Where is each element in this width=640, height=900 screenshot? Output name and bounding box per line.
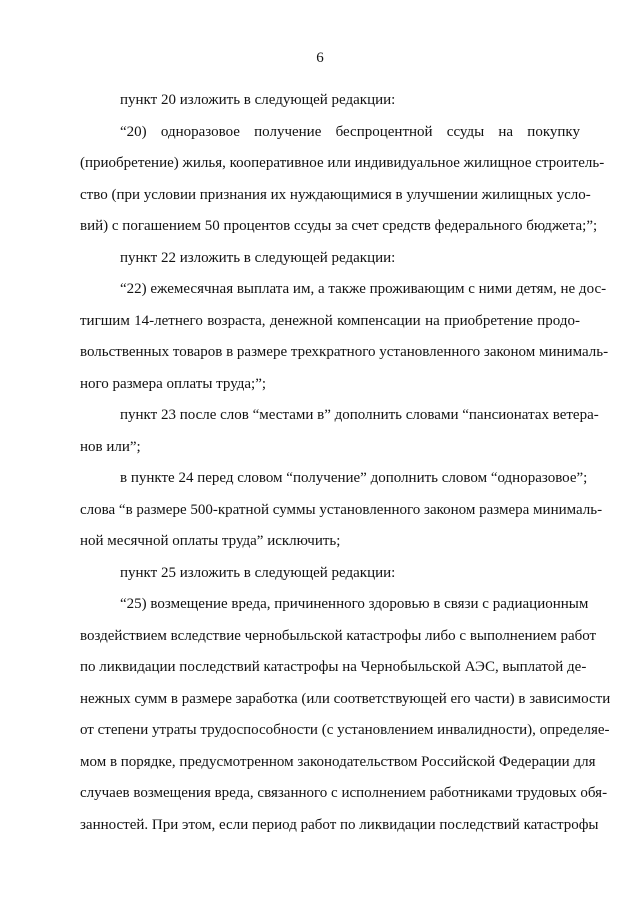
paragraph-line: занностей. При этом, если период работ по ликвидации последствий катастрофы (80, 817, 599, 833)
paragraph-line: пункт 22 изложить в следующей редакции: (120, 250, 396, 266)
paragraph-line: от степени утраты трудоспособности (с установлением инвалидности), определяе- (80, 722, 610, 738)
paragraph-line: ство (при условии признания их нуждающимися в улучшении жилищных усло- (80, 187, 591, 203)
paragraph-line: (приобретение) жилья, кооперативное или индивидуальное жилищное строитель- (80, 155, 605, 171)
paragraph-line: тигшим 14-летнего возраста, денежной компенсации на приобретение продо- (80, 313, 580, 329)
paragraph-line: ной месячной оплаты труда” исключить; (80, 533, 341, 549)
paragraph-line: нежных сумм в размере заработка (или соответствующей его части) в зависимости (80, 691, 611, 707)
paragraph-line: пункт 20 изложить в следующей редакции: (120, 92, 396, 108)
paragraph-line: вольственных товаров в размере трехкратного установленного законом минималь- (80, 344, 609, 360)
paragraph-line: мом в порядке, предусмотренном законодательством Российской Федерации для (80, 754, 596, 770)
paragraph-line: “20) одноразовое получение беспроцентной ссуды на покупку (120, 124, 580, 140)
paragraph-line: по ликвидации последствий катастрофы на Чернобыльской АЭС, выплатой де- (80, 659, 587, 675)
paragraph-line: нов или”; (80, 439, 141, 455)
paragraph-line: “22) ежемесячная выплата им, а также проживающим с ними детям, не дос- (120, 281, 607, 297)
paragraph-line: случаев возмещения вреда, связанного с исполнением работниками трудовых обя- (80, 785, 608, 801)
paragraph-line: слова “в размере 500-кратной суммы установленного законом размера минималь- (80, 502, 603, 518)
paragraph-line: в пункте 24 перед словом “получение” дополнить словом “одноразовое”; (120, 470, 588, 486)
paragraph-line: пункт 25 изложить в следующей редакции: (120, 565, 396, 581)
page-number: 6 (316, 50, 324, 66)
paragraph-line: пункт 23 после слов “местами в” дополнить словами “пансионатах ветера- (120, 407, 599, 423)
paragraph-line: ного размера оплаты труда;”; (80, 376, 267, 392)
paragraph-line: воздействием вследствие чернобыльской катастрофы либо с выполнением работ (80, 628, 597, 644)
paragraph-line: вий) с погашением 50 процентов ссуды за счет средств федерального бюджета;”; (80, 218, 598, 234)
paragraph-line: “25) возмещение вреда, причиненного здоровью в связи с радиационным (120, 596, 589, 612)
